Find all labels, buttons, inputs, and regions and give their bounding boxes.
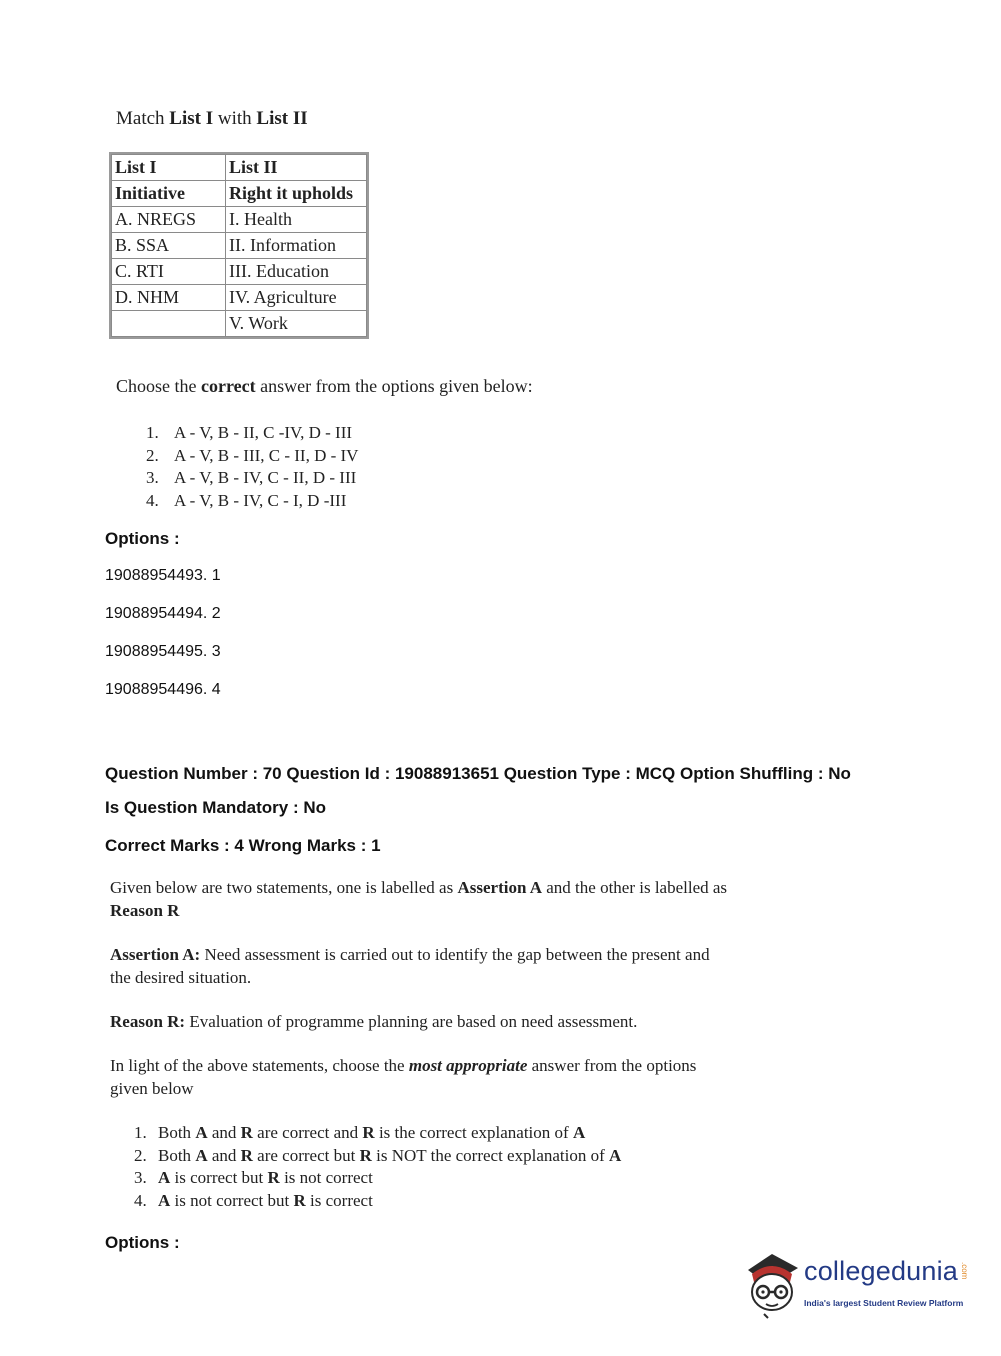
q1-option: 19088954496. 4 [105, 681, 221, 698]
list-item: 2. A - V, B - III, C - II, D - IV [146, 445, 359, 465]
table-cell: Initiative [112, 181, 226, 207]
table-cell: B. SSA [112, 233, 226, 259]
table-cell: Right it upholds [226, 181, 367, 207]
q2-assertion: Assertion A: Need assessment is carried out to identify the gap between the present and the desired situation. [110, 945, 710, 987]
brand-name: collegedunia [804, 1256, 959, 1286]
q2-marks: Correct Marks : 4 Wrong Marks : 1 [105, 836, 381, 855]
q2-reason: Reason R: Evaluation of programme planning are based on need assessment. [110, 1012, 638, 1031]
q2-instruction: In light of the above statements, choose the most appropriate answer from the options given below [110, 1056, 697, 1098]
table-cell: C. RTI [112, 259, 226, 285]
table-cell [112, 311, 226, 337]
brand-domain: .com [960, 1262, 969, 1280]
table-row [112, 233, 367, 259]
table-cell: A. NREGS [112, 207, 226, 233]
table-cell: I. Health [226, 207, 367, 233]
list-item: 1. Both A and R are correct and R is the correct explanation of A [134, 1123, 586, 1142]
q1-option: 19088954495. 3 [105, 643, 221, 660]
list-item: 4. A is not correct but R is correct [134, 1190, 373, 1210]
table-cell: D. NHM [112, 285, 226, 311]
q1-answer-list [146, 422, 358, 512]
q1-heading: Match List I with List II [116, 108, 308, 129]
q2-mandatory: Is Question Mandatory : No [105, 798, 327, 817]
q1-option: 19088954493. 1 [105, 567, 221, 584]
match-table [111, 154, 367, 337]
table-cell: III. Education [226, 259, 367, 285]
list-item: 2. Both A and R are correct but R is NOT the correct explanation of A [134, 1145, 622, 1165]
q1-option: 19088954494. 2 [105, 605, 221, 622]
q1-instruction: Choose the correct answer from the options given below: [116, 376, 533, 396]
table-cell: II. Information [226, 233, 367, 259]
list-item: 3. A is correct but R is not correct [134, 1168, 373, 1187]
table-row [112, 155, 367, 181]
list-item: 4. A - V, B - IV, C - I, D -III [146, 490, 347, 510]
table-row [112, 285, 367, 311]
q1-options-label: Options : [105, 529, 180, 548]
brand-tagline: India's largest Student Review Platform [804, 1298, 964, 1308]
table-row [112, 181, 367, 207]
table-row [112, 207, 367, 233]
list-item: 1. A - V, B - II, C -IV, D - III [146, 423, 353, 442]
table-cell: List II [226, 155, 367, 181]
list-item: 3. A - V, B - IV, C - II, D - III [146, 468, 357, 487]
q2-intro: Given below are two statements, one is labelled as Assertion A and the other is labelled as Reason R [110, 878, 728, 920]
q2-body [110, 876, 730, 1121]
table-cell: V. Work [226, 311, 367, 337]
brand-logo [742, 1248, 974, 1320]
table-row [112, 259, 367, 285]
table-row [112, 311, 367, 337]
q2-answer-list [134, 1122, 621, 1212]
table-cell: IV. Agriculture [226, 285, 367, 311]
table-cell: List I [112, 155, 226, 181]
mascot-icon [742, 1248, 802, 1320]
q2-meta-line: Question Number : 70 Question Id : 19088913651 Question Type : MCQ Option Shuffling : No [105, 764, 851, 783]
q2-options-label: Options : [105, 1233, 180, 1252]
